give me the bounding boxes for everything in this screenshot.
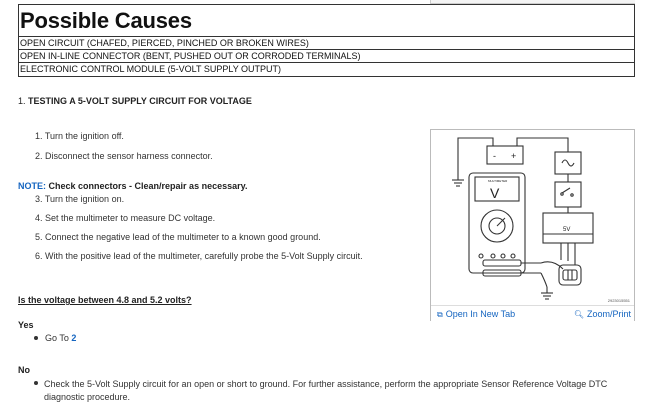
list-item-text: Set the multimeter to measure DC voltage. <box>45 213 216 223</box>
list-item-text: Disconnect the sensor harness connector. <box>45 151 213 161</box>
note <box>18 181 247 191</box>
list-item-text: Turn the ignition off. <box>44 131 124 141</box>
zoom-print-link[interactable] <box>574 309 631 319</box>
external-link-icon: ⧉ <box>437 310 443 319</box>
goto-step-link[interactable]: 2 <box>71 333 77 343</box>
question: Is the voltage between 4.8 and 5.2 volts? <box>18 295 192 305</box>
list-item <box>35 213 215 223</box>
list-item <box>35 251 363 261</box>
list-item-number: 6. <box>35 251 43 261</box>
list-item <box>35 232 321 242</box>
list-item <box>35 151 213 161</box>
zoom-print-label: Zoom/Print <box>586 309 631 319</box>
cause-row: ELECTRONIC CONTROL MODULE (5-VOLT SUPPLY OUTPUT) <box>20 64 282 74</box>
possible-causes-table <box>18 4 635 77</box>
module-voltage-label: 5V <box>563 227 571 233</box>
list-item <box>35 194 124 204</box>
list-item-number: 2. <box>35 151 43 161</box>
no-text: Check the 5-Volt Supply circuit for an open or short to ground. For further assistance, perform the appropriate Sensor Reference Voltage DTC diagnostic procedure. <box>44 379 608 402</box>
yes-label: Yes <box>18 320 34 330</box>
list-item <box>35 131 124 141</box>
possible-causes-header <box>19 5 634 37</box>
multimeter-label: MULTIMETER <box>488 179 508 183</box>
list-item-text: Connect the negative lead of the multimeter to a known good ground. <box>45 232 321 242</box>
open-in-new-tab-link[interactable] <box>437 309 515 320</box>
figure-code: 2923015551 <box>607 298 630 303</box>
yes-bullet <box>34 333 76 343</box>
no-label: No <box>18 365 30 375</box>
note-text: Check connectors - Clean/repair as necessary. <box>48 181 248 191</box>
battery-plus-text: + <box>511 151 517 161</box>
multimeter-symbol: V <box>490 185 500 201</box>
list-item-text: With the positive lead of the multimeter, carefully probe the 5-Volt Supply circuit. <box>45 251 363 261</box>
note-label: NOTE: <box>18 181 46 191</box>
step-number: 1. <box>18 96 26 106</box>
step-title <box>18 96 252 106</box>
list-item-number: 5. <box>35 232 43 242</box>
list-item-number: 1. <box>35 131 43 141</box>
circuit-figure <box>430 129 635 321</box>
cause-row: OPEN CIRCUIT (CHAFED, PIERCED, PINCHED OR BROKEN WIRES) <box>19 37 634 50</box>
list-item-number: 4. <box>35 213 43 223</box>
goto-text: Go To <box>45 333 69 343</box>
battery-minus-text: - <box>493 151 496 161</box>
list-item-number: 3. <box>35 194 43 204</box>
cause-row: OPEN IN-LINE CONNECTOR (BENT, PUSHED OUT OR CORRODED TERMINALS) <box>19 50 634 63</box>
figure-actions <box>431 305 634 321</box>
possible-causes-title: Possible Causes <box>20 7 192 33</box>
bullet-dot <box>34 381 38 385</box>
list-item-text: Turn the ignition on. <box>44 194 125 204</box>
step-heading: TESTING A 5-VOLT SUPPLY CIRCUIT FOR VOLTAGE <box>28 96 252 106</box>
circuit-diagram <box>431 130 634 305</box>
magnifier-icon: 🔍︎ <box>573 310 584 319</box>
open-in-new-tab-label: Open In New Tab <box>445 309 516 319</box>
bullet-dot <box>34 336 38 340</box>
